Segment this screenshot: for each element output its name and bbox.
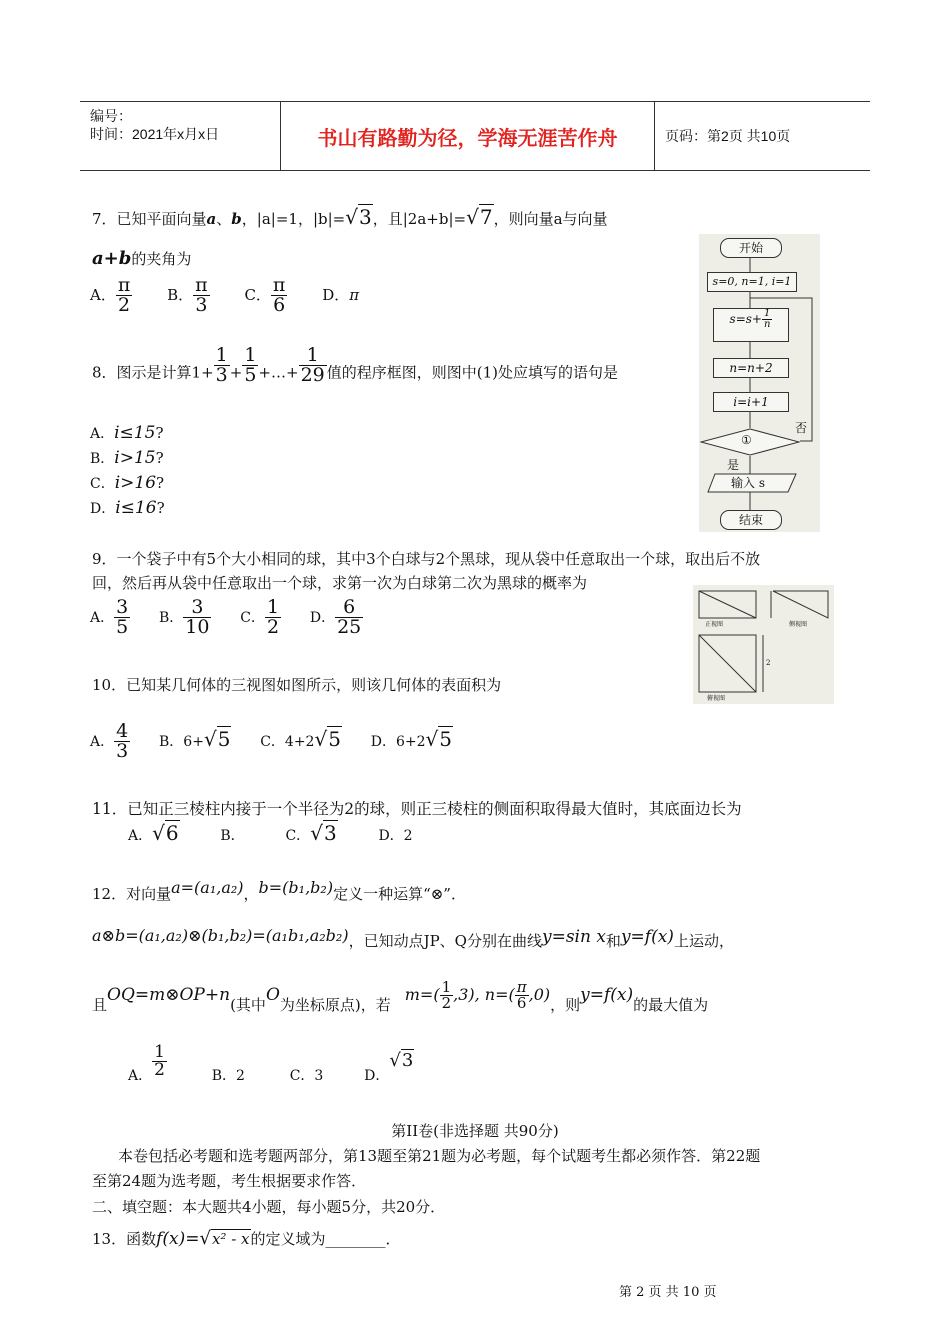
n-rest: ,0) — [528, 985, 551, 1004]
page-label: 页码：第2页 共10页 — [665, 128, 791, 144]
option-label: D．6+2 — [370, 733, 426, 750]
part2-intro-2: 至第24题为选考题，考生根据要求作答． — [92, 1172, 367, 1190]
q12-text: 为坐标原点)，若 — [279, 996, 391, 1014]
numerator: π — [516, 978, 527, 996]
option-value: i>15 — [114, 448, 156, 468]
q7-sep: 、 — [216, 210, 232, 228]
part2-title: 第II卷(非选择题 共90分) — [391, 1122, 559, 1140]
fraction — [271, 276, 288, 315]
radicand: 3 — [359, 205, 372, 229]
denominator: 5 — [116, 616, 129, 638]
fraction — [214, 346, 230, 385]
q9-option-a — [90, 596, 130, 638]
function-f: y=f(x) — [580, 985, 634, 1005]
q7-options — [90, 276, 359, 315]
denominator: 6 — [273, 294, 286, 316]
option-tail: ? — [155, 449, 164, 467]
q12-options — [128, 1044, 414, 1087]
option-value: i≤16 — [115, 498, 157, 518]
q12-text: (其中 — [230, 996, 266, 1014]
q7-line1 — [92, 206, 608, 230]
denominator: 29 — [300, 364, 325, 386]
denominator: 10 — [185, 616, 210, 638]
fraction — [114, 598, 130, 637]
fill-section-title: 二、填空题：本大题共4小题，每小题5分，共20分． — [92, 1198, 446, 1216]
q8-option-d — [90, 497, 165, 520]
numerator: 1 — [762, 309, 772, 320]
q10-option-a — [90, 720, 130, 762]
vec-b: b — [231, 210, 242, 228]
option-value: i≤15 — [114, 423, 156, 443]
fraction — [152, 1044, 167, 1079]
radicand: 3 — [323, 821, 337, 845]
sep: ， — [243, 885, 259, 903]
numerator: π — [195, 274, 208, 296]
q11-option-b: B． — [220, 828, 245, 844]
numerator: 3 — [116, 596, 129, 618]
flow-update-n: n=n+2 — [713, 358, 789, 378]
q7-ask: ，则向量a与向量 — [493, 210, 608, 228]
q8-prefix: 8．图示是计算1+ — [92, 363, 214, 382]
q13 — [92, 1228, 401, 1250]
denominator: n — [763, 319, 771, 330]
q12-text: 上运动， — [673, 932, 734, 950]
option-label: B． — [90, 451, 115, 467]
denominator: 6 — [516, 994, 527, 1012]
denominator: 3 — [195, 294, 208, 316]
q9-line1: 9．一个袋子中有5个大小相同的球，其中3个白球与2个黑球，现从袋中任意取出一个球，取出后不放 — [92, 550, 761, 568]
q7-option-a — [90, 274, 132, 316]
q8-option-c — [90, 472, 164, 495]
radicand: 5 — [217, 726, 231, 751]
flow-start: 开始 — [720, 238, 782, 258]
q8-suffix: 值的程序框图，则图中(1)处应填写的语句是 — [326, 363, 618, 382]
option-label: A． — [128, 828, 153, 844]
flow-yes: 是 — [727, 458, 740, 472]
q8-option-a — [90, 422, 164, 445]
q12-line2 — [92, 925, 734, 952]
fraction — [242, 346, 258, 385]
q12-option-a — [128, 1042, 167, 1084]
q11-option-c — [285, 821, 337, 845]
option-label: D． — [309, 609, 336, 626]
curve-f: y=f(x) — [620, 927, 674, 947]
sqrt-7: √7 — [466, 205, 493, 229]
page-footer: 第 2 页 共 10 页 — [619, 1285, 717, 1300]
origin-o: O — [265, 985, 280, 1005]
option-label: D． — [364, 1067, 390, 1084]
option-tail: ? — [156, 499, 165, 517]
numerator: π — [117, 274, 131, 296]
three-view-figure — [693, 585, 834, 704]
q9-option-b — [159, 596, 211, 638]
radicand: 5 — [439, 726, 452, 751]
denominator: 2 — [266, 616, 280, 638]
fraction — [265, 598, 281, 637]
sqrt-3: √3 — [389, 1049, 414, 1071]
flow-end: 结束 — [720, 510, 782, 530]
m-rest: ,3), n=( — [453, 985, 515, 1004]
vector-b-def: b=(b₁,b₂) — [258, 878, 334, 897]
sqrt-5: √5 — [314, 726, 341, 751]
q10-option-d — [370, 726, 453, 751]
sqrt-5: √5 — [203, 726, 231, 751]
q11-stem: 11．已知正三棱柱内接于一个半径为2的球，则正三棱柱的侧面积取得最大值时，其底面边长为 — [92, 800, 742, 818]
denominator: 2 — [441, 994, 452, 1012]
code-label: 编号： — [90, 108, 132, 124]
q12-line1 — [92, 877, 466, 905]
numerator: 1 — [299, 346, 327, 366]
q10-option-b — [159, 726, 231, 751]
option-tail: ? — [155, 424, 164, 442]
q7-line2 — [92, 248, 191, 270]
sqrt-expression: √x² - x — [199, 1228, 250, 1249]
fraction — [193, 276, 210, 315]
motto: 书山有路勤为径，学海无涯苦作舟 — [281, 102, 655, 170]
q7-option-d — [322, 286, 359, 304]
q12-text: ，则 — [550, 996, 581, 1014]
q12-option-d — [364, 1049, 414, 1084]
fraction — [116, 276, 133, 315]
q13-prefix: 13．函数 — [92, 1230, 157, 1248]
q7-text: 7．已知平面向量 — [92, 210, 207, 228]
option-label: C． — [244, 285, 271, 304]
side-view-label: 侧视图 — [789, 621, 808, 628]
operation-definition: a⊗b=(a₁,a₂)⊗(b₁,b₂)=(a₁b₁,a₂b₂) — [92, 926, 349, 945]
front-view-label: 正视图 — [705, 621, 724, 628]
option-label: C． — [285, 828, 311, 844]
sqrt-5: √5 — [425, 726, 452, 751]
q9-option-c — [240, 596, 281, 638]
denominator: 25 — [337, 616, 362, 638]
numerator: 1 — [215, 344, 228, 366]
page-header — [80, 101, 870, 171]
option-value: π — [349, 285, 360, 304]
vec-a: a — [206, 210, 217, 228]
flow-update-i: i=i+1 — [713, 392, 789, 412]
radicand: 6 — [165, 821, 179, 845]
q13-suffix: 的定义域为________． — [250, 1230, 401, 1248]
q12-text: 12．对向量 — [92, 885, 172, 903]
flowchart — [699, 234, 820, 532]
header-info — [80, 102, 281, 170]
mn-definition — [404, 978, 551, 1012]
option-label: A． — [128, 1067, 153, 1084]
q7-option-c — [244, 274, 287, 316]
numerator: 4 — [116, 720, 129, 742]
three-view-drawing — [693, 585, 834, 704]
q12-text: 的最大值为 — [633, 996, 709, 1014]
option-label: C．4+2 — [260, 733, 315, 750]
q8-option-b — [90, 447, 164, 470]
fraction — [114, 722, 130, 761]
q8-stem — [92, 346, 618, 385]
sqrt-6: √6 — [152, 821, 179, 845]
q10-options — [90, 722, 453, 761]
flow-no: 否 — [795, 421, 808, 435]
and: 和 — [605, 932, 621, 950]
ellipsis: +…+ — [258, 363, 299, 382]
sqrt-3: √3 — [310, 821, 337, 845]
fraction — [299, 346, 327, 385]
radicand: 3 — [401, 1049, 414, 1071]
flow-condition: ① — [741, 433, 752, 447]
option-label: D． — [90, 501, 116, 517]
numerator: 1 — [154, 1042, 165, 1062]
vector-a-def: a=(a₁,a₂) — [171, 878, 244, 897]
flow-update-s-text: s=s+ — [729, 312, 762, 326]
option-label: C． — [240, 609, 265, 626]
q9-option-d — [309, 596, 363, 638]
denominator: 2 — [118, 294, 131, 316]
q12-text: ，已知动点JP、Q分别在曲线 — [348, 932, 542, 950]
q10-option-c — [260, 726, 342, 751]
fraction — [335, 598, 363, 637]
option-label: B．6+ — [159, 733, 204, 750]
q9-options — [90, 598, 363, 637]
option-label: A． — [90, 285, 116, 304]
flow-update-s — [713, 308, 789, 342]
denominator: 3 — [215, 364, 228, 386]
q7-cond: ，且|2a+b|= — [372, 210, 467, 228]
option-label: B． — [159, 609, 184, 626]
option-label: B． — [167, 285, 194, 304]
flow-init: s=0, n=1, i=1 — [707, 272, 797, 292]
q11-option-a — [128, 821, 180, 845]
radicand: 5 — [328, 726, 341, 751]
time-label: 时间：2021年x月x日 — [90, 126, 220, 142]
option-label: A． — [90, 426, 115, 442]
q10-stem: 10．已知某几何体的三视图如图所示，则该几何体的表面积为 — [92, 676, 502, 694]
q12-option-b: B．2 — [211, 1067, 245, 1084]
numerator: 1 — [266, 596, 280, 618]
vec-a-plus-b: a+b — [92, 248, 132, 269]
q9-line2: 回，然后再从袋中任意取出一个球，求第一次为白球第二次为黑球的概率为 — [92, 574, 588, 592]
top-view-label: 俯视图 — [707, 695, 726, 702]
flow-output: 输入 s — [731, 476, 765, 490]
q11-options — [128, 822, 413, 847]
denominator: 2 — [154, 1060, 165, 1080]
q12-text: 定义一种运算“⊗”． — [333, 885, 466, 903]
function-f: f(x)= — [156, 1229, 200, 1249]
q7-line2-text: 的夹角为 — [131, 250, 192, 268]
oq-definition: OQ=m⊗OP+n — [107, 985, 231, 1005]
fraction — [515, 980, 529, 1011]
dimension-label: 2 — [766, 659, 771, 667]
q12-text: 且 — [92, 996, 108, 1014]
fraction — [440, 980, 454, 1011]
option-value: i>16 — [114, 473, 157, 493]
numerator: 1 — [441, 978, 452, 996]
numerator: 3 — [183, 598, 211, 618]
part2-intro-1: 本卷包括必考题和选考题两部分，第13题至第21题为必考题，每个试题考生都必须作答．第22题 — [118, 1147, 761, 1165]
option-label: C． — [90, 476, 115, 492]
option-label: A． — [90, 733, 115, 750]
numerator: π — [272, 274, 286, 296]
radicand: 7 — [479, 205, 493, 229]
q7-mag: ，|a|=1，|b|= — [241, 210, 346, 228]
curve-sin: y=sin x — [541, 927, 606, 947]
denominator: 3 — [116, 740, 129, 762]
q11-option-d: D．2 — [378, 828, 413, 844]
option-label: D． — [322, 285, 350, 304]
option-label: A． — [90, 609, 115, 626]
m-def: m=( — [404, 985, 440, 1004]
q12-line3 — [92, 980, 708, 1016]
q12-option-c: C．3 — [289, 1067, 324, 1084]
radicand: x² - x — [211, 1230, 250, 1248]
option-tail: ? — [156, 474, 165, 492]
numerator: 6 — [335, 598, 363, 618]
q7-option-b — [167, 274, 210, 316]
denominator: 5 — [244, 364, 257, 386]
fraction — [762, 309, 772, 330]
sqrt-3: √3 — [345, 205, 372, 229]
fraction — [183, 598, 211, 637]
plus: + — [229, 363, 243, 382]
numerator: 1 — [244, 344, 257, 366]
